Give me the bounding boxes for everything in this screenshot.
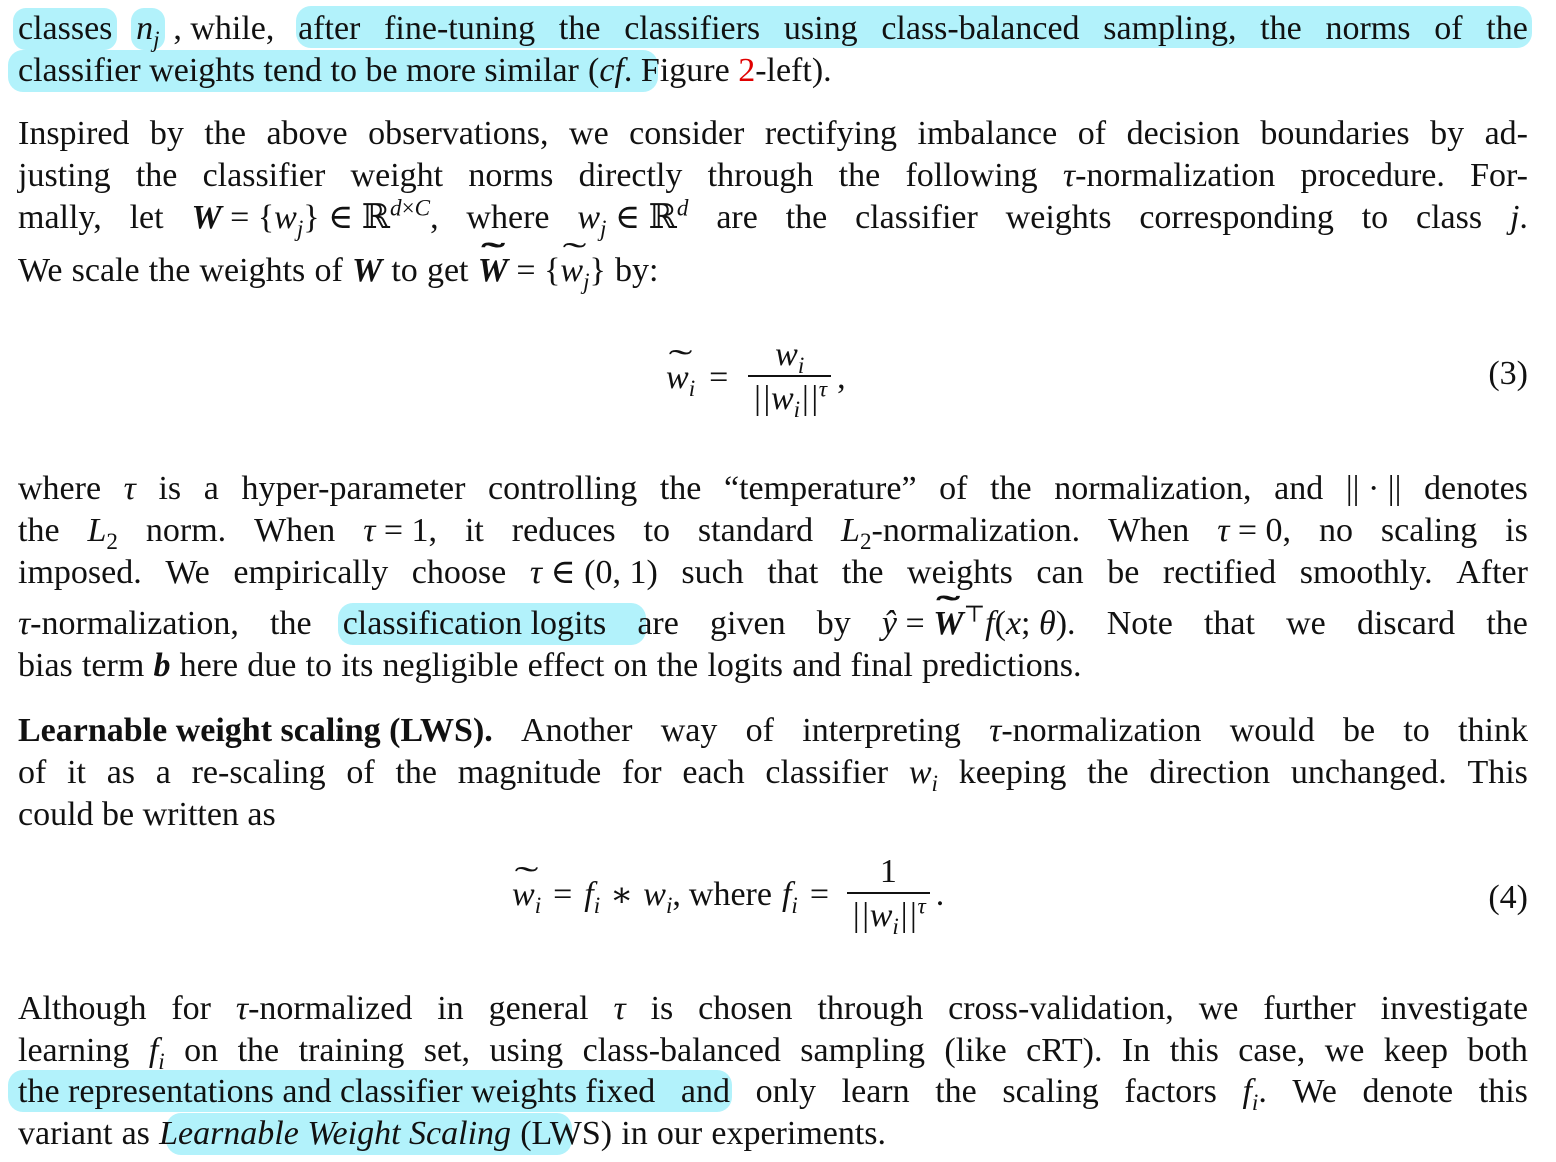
paragraph2-line2: justing the classifier weight norms directly through the following τ-normalization procedure. For- <box>18 157 1528 194</box>
eq4-where: where <box>688 876 772 913</box>
highlighted-text: the representations and classifier weights fixed <box>18 1073 656 1110</box>
paragraph1-line1 <box>18 8 1528 53</box>
highlighted-text: classification logits <box>342 605 607 642</box>
paragraph3-line2: the $L_2$ norm. When τ = 1, it reduces to standard $L_2$-normalization. When τ = 0, no scaling is <box>18 512 1528 555</box>
equation-4: ˜ $w_i$ = $f_i$ ∗ $w_i$ , where $f_i$ = $\frac{1}{||w_i||^\tau}$ . <box>512 852 944 938</box>
figure-ref-link[interactable]: 2 <box>738 52 756 89</box>
word: the <box>1486 10 1528 47</box>
word: class-balanced <box>881 10 1080 47</box>
paragraph4-line3: could be written as <box>18 796 276 833</box>
word: fine-tuning <box>384 10 536 47</box>
word: sampling, <box>1103 10 1237 47</box>
word: classes <box>13 8 117 50</box>
paragraph5-line1: Although for τ-normalized in general τ is chosen through cross-validation, we further investigate <box>18 990 1528 1027</box>
paragraph2-line4: We scale the weights of W to get ˜ W = {˜ $w_j$} by: <box>18 250 1528 292</box>
paragraph4-line1: Learnable weight scaling (LWS). Another way of interpreting τ-normalization would be to think <box>18 710 1528 752</box>
word: after <box>298 10 361 47</box>
equation-3: ˜ $w_i$ = $\frac{w_i}{||w_i||^\tau}$ , <box>666 335 846 421</box>
highlighted-text: classifier weights tend to be more similar <box>18 52 579 89</box>
paragraph3-line3: imposed. We empirically choose τ ∈ (0, 1) such that the weights can be rectified smoothly. After <box>18 554 1528 591</box>
word: norms <box>1325 10 1411 47</box>
math-nj: $n_j$ <box>131 8 164 50</box>
paragraph2-line3: mally, let $W = \{w_j\}$ ∈ ℝ$^{d\times C}$, where $w_j$ ∈ ℝ$^d$ are the classifier weights corresponding to class j. <box>18 195 1528 242</box>
word: the <box>1260 10 1302 47</box>
eq3-fraction: $\frac{w_i}{||w_i||^\tau}$ <box>748 335 831 421</box>
paragraph5-line2: learning $f_i$ on the training set, using class-balanced sampling (like cRT). In this case, we keep both <box>18 1032 1528 1075</box>
paragraph2-line1: Inspired by the above observations, we consider rectifying imbalance of decision boundaries by ad- <box>18 115 1528 152</box>
figure-citation: (cf. Figure 2-left). <box>588 52 832 89</box>
paragraph5-line3: the representations and classifier weights fixed and only learn the scaling factors $f_i$. We denote this <box>18 1073 1528 1116</box>
equation-4-number: (4) <box>1488 879 1528 916</box>
paragraph4-line2: of it as a re-scaling of the magnitude for each classifier $w_i$ keeping the direction unchanged. This <box>18 754 1528 797</box>
word: classifiers <box>624 10 761 47</box>
paragraph3-line5: bias term b here due to its negligible effect on the logits and final predictions. <box>18 647 1082 684</box>
word: using <box>783 10 858 47</box>
eq3-lhs: ˜ $w_i$ <box>666 359 695 397</box>
highlighted-term: Learnable Weight Scaling <box>159 1115 512 1152</box>
eq4-fraction: $\frac{1}{||w_i||^\tau}$ <box>847 852 930 938</box>
paragraph5-line4: variant as Learnable Weight Scaling (LWS) in our experiments. <box>18 1115 887 1152</box>
word: the <box>558 10 601 47</box>
paragraph1-line2 <box>18 50 1528 92</box>
paragraph3-line4: τ-normalization, the classification logits are given by ŷ = ˜ W⊤f(x; θ). Note that we discard the <box>18 603 1528 645</box>
word: of <box>1434 10 1463 47</box>
equation-3-number: (3) <box>1488 355 1528 392</box>
paragraph3-line1: where τ is a hyper-parameter controlling the “temperature” of the normalization, and || · || denotes <box>18 470 1528 507</box>
word: , while, <box>173 10 275 47</box>
paragraph-heading: Learnable weight scaling (LWS). <box>18 712 493 749</box>
